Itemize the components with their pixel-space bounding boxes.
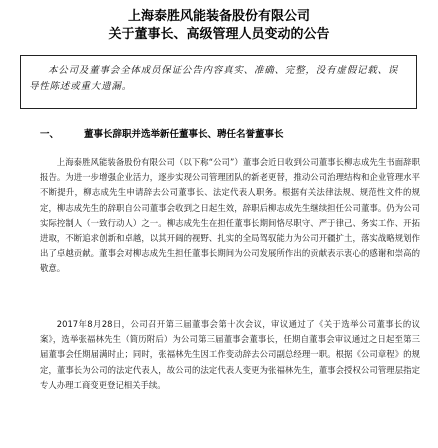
- body-paragraph-1: 上海泰胜风能装备股份有限公司（以下称“公司”）董事会近日收到公司董事长柳志成先生书面辞职报告。为进一步增强企业活力，逐步实现公司管理团队的新老更替，推动公司治理结构和企业管理水平不断提升，柳志成先生申请辞去公司董事长、法定代表人职务。根据有关法律法规、规范性文件的规定，柳志成先生的辞职自公司董事会收到之日起生效，辞职后柳志成先生继续担任公司董事。仍为公司实际控制人（一致行动人）之一。柳志成先生在担任董事长期间恪尽职守、严于律己、务实工作、开拓进取，不断追求创新和卓越，以其开阔的视野、扎实的全局驾驭能力为公司开疆扩土，落实战略规划作出了卓越贡献。董事会对柳志成先生担任董事长期间为公司发展所作出的贡献表示衷心的感谢和崇高的敬意。: [40, 157, 420, 274]
- section-title: 董事长辞职并选举新任董事长、聘任名誉董事长: [84, 129, 284, 140]
- announcement-title: 关于董事长、高级管理人员变动的公告: [108, 27, 330, 42]
- section-heading: [40, 128, 420, 142]
- announcement-header: [0, 8, 438, 44]
- company-title: 上海泰胜风能装备股份有限公司: [127, 9, 310, 24]
- disclaimer-box: [20, 55, 417, 109]
- disclaimer-text: 本公司及董事会全体成员保证公告内容真实、准确、完整，没有虚假记载、误导性陈述或重大遗漏。: [29, 65, 399, 92]
- body-paragraph-2: 2017年8月28日，公司召开第三届董事会第十次会议，审议通过了《关于选举公司董事长的议案》，选举张福林先生（简历附后）为公司第三届董事会董事长，任期自董事会审议通过之日起至第三届董事会任期届满时止；同时，张福林先生因工作变动辞去公司副总经理一职。根据《公司章程》的规定，董事长为公司的法定代表人，故公司的法定代表人变更为张福林先生，董事会授权公司管理层指定专人办理工商变更登记相关手续。: [40, 319, 420, 390]
- section-number: 一、: [40, 129, 60, 140]
